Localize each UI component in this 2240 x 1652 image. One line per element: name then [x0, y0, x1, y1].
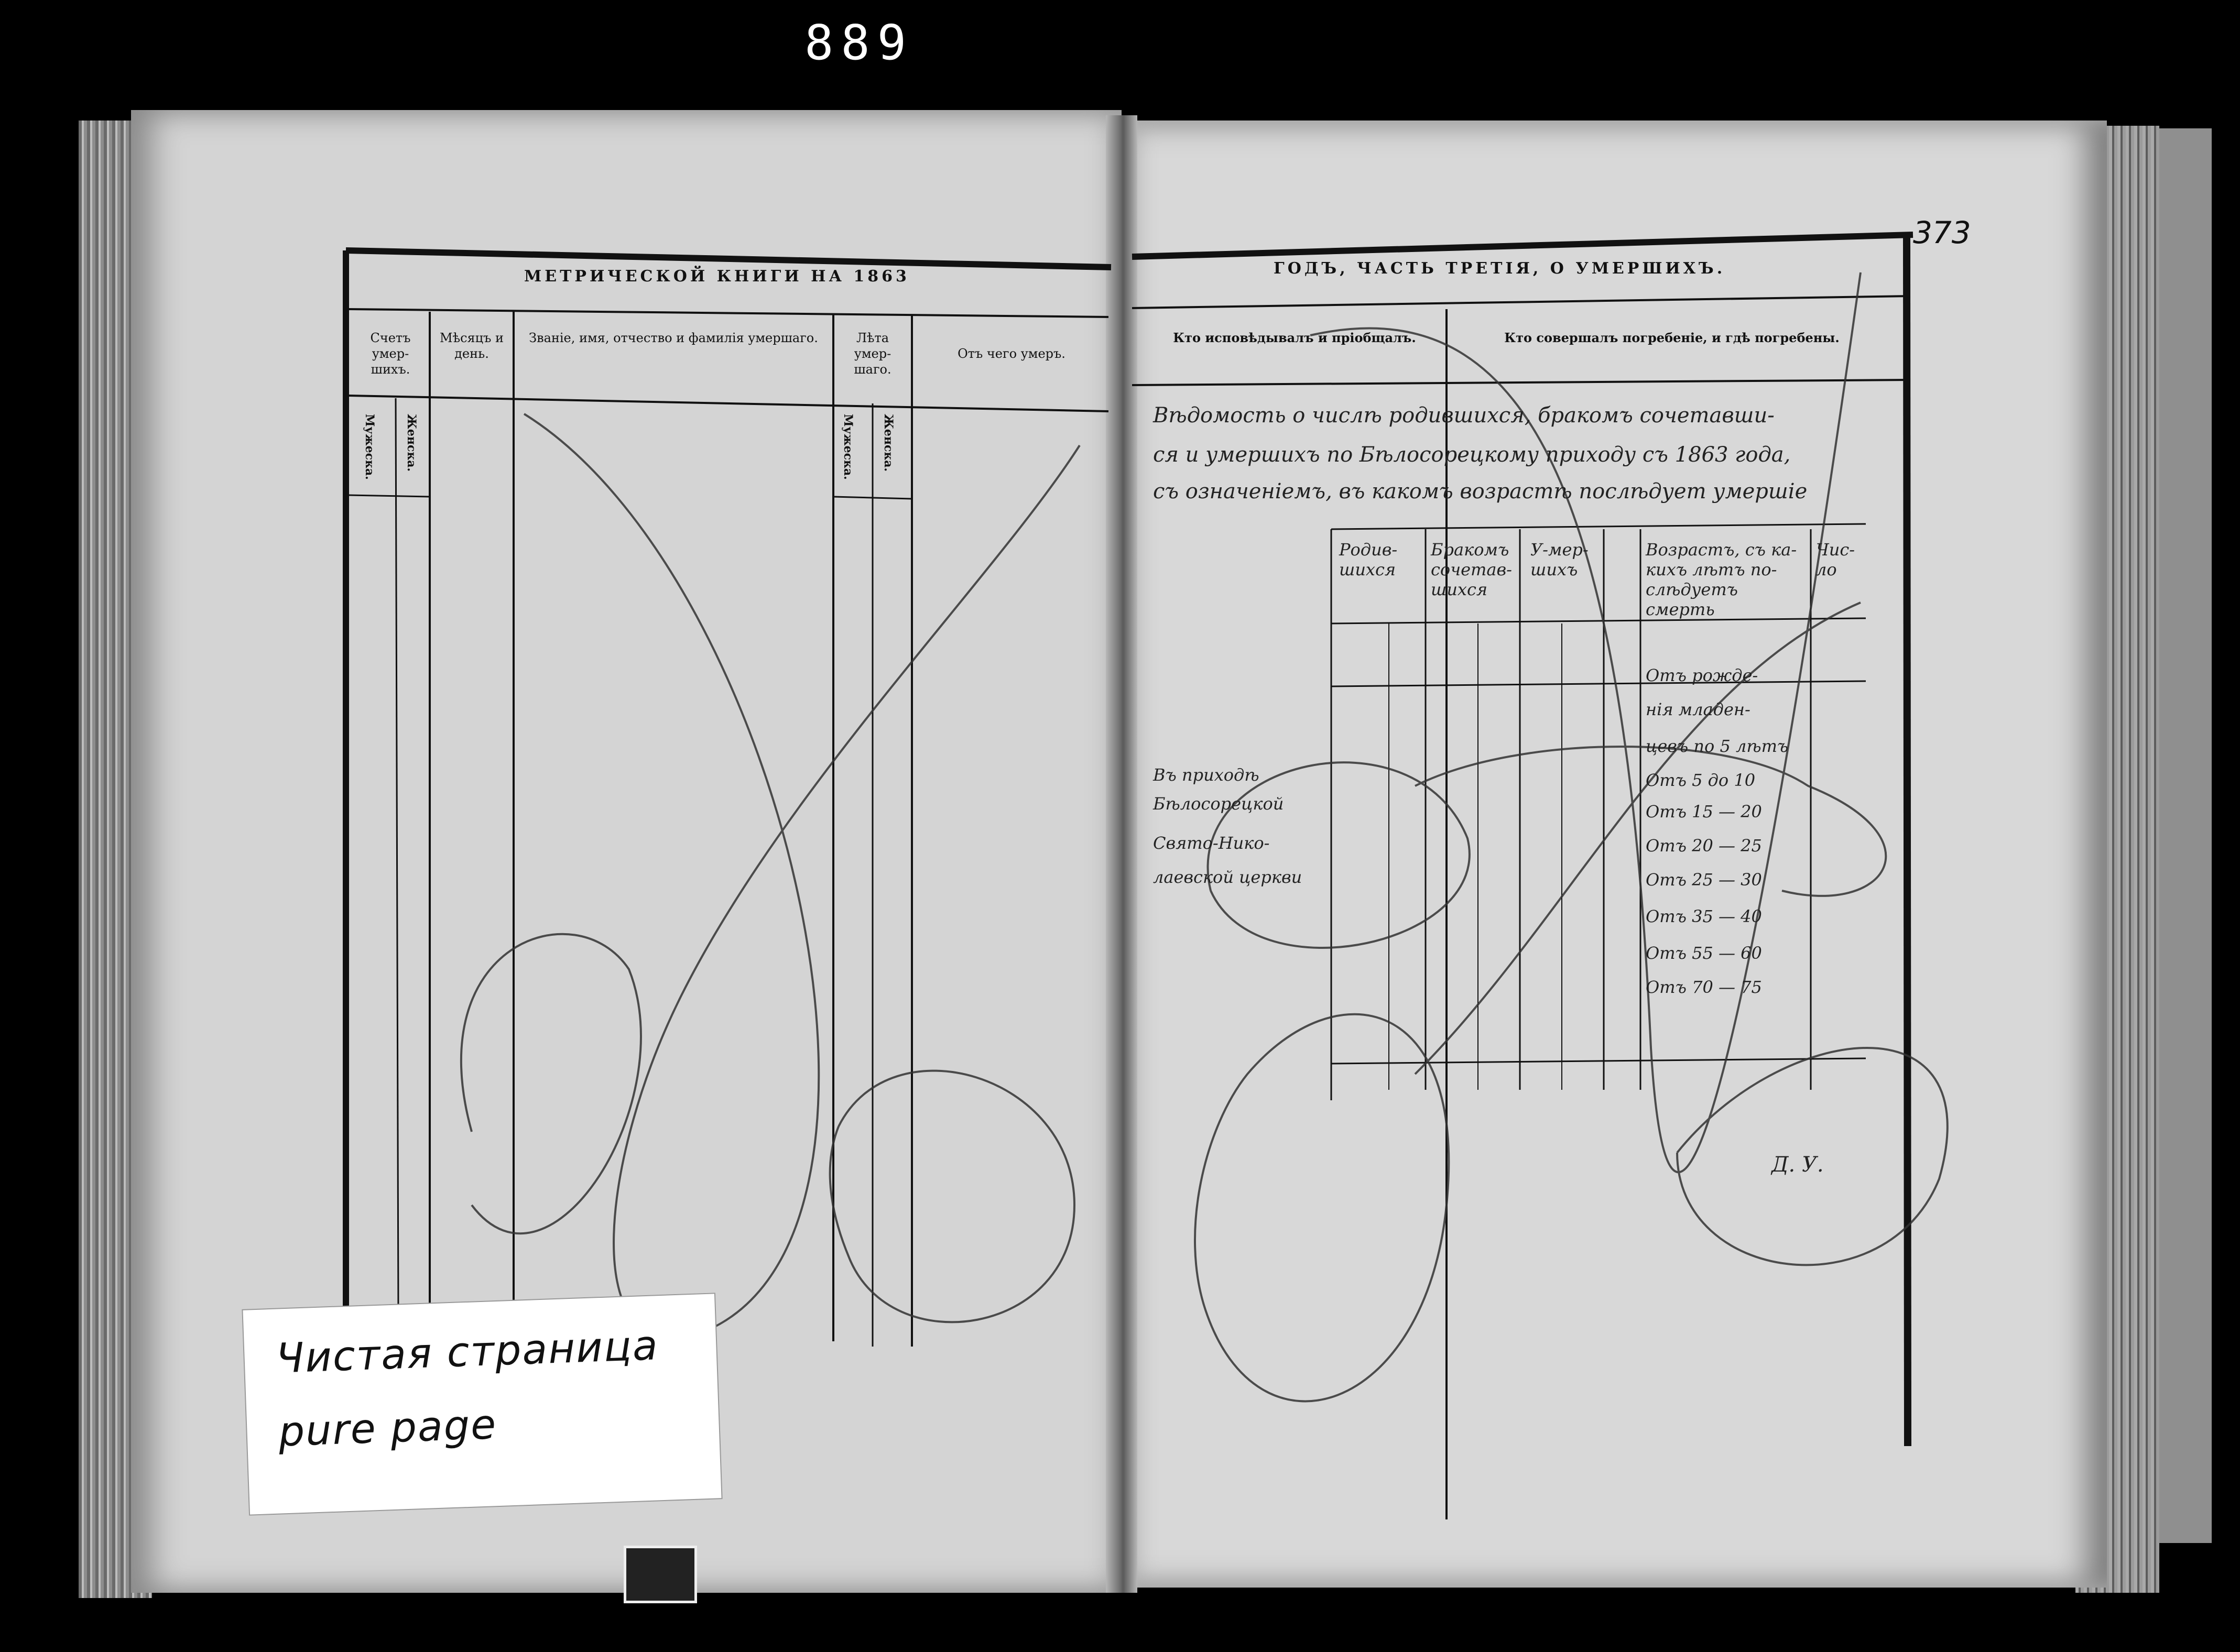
col-confessed: Кто исповѣдывалъ и пріобщалъ. [1173, 330, 1416, 345]
signature: Д. У. [1771, 1153, 1824, 1177]
parish-line-4: лаевской церкви [1153, 867, 1302, 887]
sub-female-age: Женска. [882, 414, 895, 472]
sub-male-age: Мужеска. [841, 414, 855, 480]
header-age-range: Возрастъ, съ ка-кихъ лѣтъ по-слѣдуетъ смерть [1646, 540, 1797, 619]
handwritten-title-line-3: съ означеніемъ, въ какомъ возрастѣ послѣдует умершіе [1153, 479, 1808, 504]
handwritten-title-line-2: ся и умершихъ по Бѣлосорецкому приходу съ 1863 года, [1153, 443, 1791, 467]
age-row-2: нія младен- [1646, 699, 1750, 719]
left-page-header: МЕТРИЧЕСКОЙ КНИГИ НА 1863 [524, 267, 910, 286]
col-buried: Кто совершалъ погребеніе, и гдѣ погребены. [1504, 330, 1840, 345]
col-cause: Отъ чего умеръ. [958, 346, 1065, 361]
parish-line-1: Въ приходѣ [1153, 765, 1259, 785]
age-row-6: Отъ 20 — 25 [1646, 836, 1762, 856]
age-row-7: Отъ 25 — 30 [1646, 870, 1762, 890]
right-page-header: ГОДЪ, ЧАСТЬ ТРЕТІЯ, О УМЕРШИХЪ. [1274, 259, 1726, 278]
col-count: Счетъ умер-шихъ. [370, 331, 411, 377]
age-row-5: Отъ 15 — 20 [1646, 802, 1762, 822]
age-row-9: Отъ 55 — 60 [1646, 943, 1762, 963]
header-married: Бракомъ сочетав-шихся [1431, 540, 1512, 599]
sub-male: Мужеска. [363, 414, 376, 480]
handwritten-title-line-1: Вѣдомость о числѣ родившихся, бракомъ сочетавши- [1153, 403, 1775, 428]
binder-clip [624, 1546, 697, 1603]
col-month-day: Мѣсяцъ и день. [440, 331, 504, 361]
header-number: Чис-ло [1816, 540, 1855, 579]
parish-line-3: Свято-Нико- [1153, 833, 1270, 853]
pure-page-sticker [243, 1294, 721, 1514]
frame-number: 889 [804, 15, 914, 71]
col-age: Лѣта умер-шаго. [854, 331, 891, 377]
parish-line-2: Бѣлосорецкой [1153, 794, 1284, 814]
page-number: 373 [1913, 215, 1971, 250]
sticker-line-1: Чистая страница [275, 1322, 660, 1383]
col-name: Званіе, имя, отчество и фамилія умершаго. [529, 331, 818, 345]
age-row-1: Отъ рожде- [1646, 665, 1758, 685]
age-row-4: Отъ 5 до 10 [1646, 770, 1756, 790]
age-row-10: Отъ 70 — 75 [1646, 977, 1762, 997]
sticker-line-2: pure page [278, 1401, 498, 1456]
age-row-8: Отъ 35 — 40 [1646, 906, 1762, 926]
sub-female: Женска. [405, 414, 418, 472]
header-born: Родив-шихся [1339, 540, 1398, 579]
age-row-3: цевъ по 5 лѣтъ [1646, 736, 1789, 756]
header-died: У-мер-шихъ [1530, 540, 1589, 579]
